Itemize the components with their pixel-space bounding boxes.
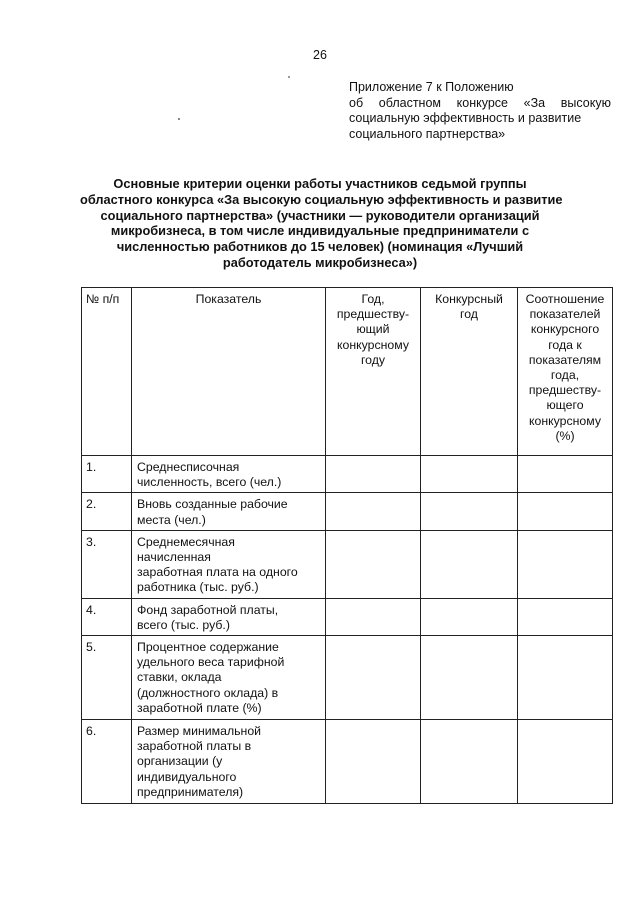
row-indicator: Вновь созданные рабочие места (чел.) [132, 493, 326, 530]
cell-ratio [518, 636, 613, 720]
document-title [80, 176, 563, 271]
row-number: 1. [82, 456, 132, 493]
table-row [82, 456, 613, 493]
cell-ratio [518, 456, 613, 493]
cell-ratio [518, 493, 613, 530]
table-row [82, 530, 613, 598]
appendix-line: социального партнерства» [349, 126, 506, 141]
scan-speck [288, 76, 290, 78]
row-indicator: Процентное содержание удельного веса тарифной ставки, оклада (должностного оклада) в заработной плате (%) [132, 636, 326, 720]
appendix-line: Приложение 7 к Положению [349, 80, 514, 94]
title-line: численностью работников до 15 человек) (номинация «Лучший [116, 239, 524, 255]
appendix-line: социальную эффективность и развитие [349, 111, 582, 125]
cell-prev-year [326, 456, 421, 493]
table-header-row [82, 288, 613, 456]
cell-contest-year [421, 456, 518, 493]
criteria-table [81, 287, 613, 804]
cell-ratio [518, 720, 613, 804]
title-line: работодатель микробизнеса») [222, 254, 418, 270]
row-indicator: Среднесписочная численность, всего (чел.) [132, 456, 326, 493]
header-indicator: Показатель [132, 288, 326, 456]
cell-prev-year [326, 598, 421, 635]
cell-prev-year [326, 493, 421, 530]
row-number: 6. [82, 720, 132, 804]
cell-ratio [518, 530, 613, 598]
page-number: 26 [313, 48, 327, 62]
title-line: микробизнеса, в том числе индивидуальные предприниматели с [110, 223, 530, 239]
row-number: 5. [82, 636, 132, 720]
table-row [82, 493, 613, 530]
row-indicator: Среднемесячная начисленная заработная плата на одного работника (тыс. руб.) [132, 530, 326, 598]
cell-contest-year [421, 598, 518, 635]
cell-prev-year [326, 720, 421, 804]
scan-speck [178, 118, 180, 120]
cell-prev-year [326, 530, 421, 598]
title-line: Основные критерии оценки работы участников седьмой группы [113, 176, 527, 191]
table-row [82, 636, 613, 720]
appendix-line: об областном конкурсе «За высокую [349, 95, 611, 110]
cell-contest-year [421, 493, 518, 530]
cell-contest-year [421, 530, 518, 598]
header-num: № п/п [82, 288, 132, 456]
table-row [82, 720, 613, 804]
row-indicator: Фонд заработной платы, всего (тыс. руб.) [132, 598, 326, 635]
row-number: 2. [82, 493, 132, 530]
cell-contest-year [421, 720, 518, 804]
header-ratio: Соотношение показателей конкурсного года к показателям года, предшеству- ющего конкурсному (%) [518, 288, 613, 456]
table-row [82, 598, 613, 635]
row-number: 4. [82, 598, 132, 635]
cell-ratio [518, 598, 613, 635]
header-prev-year: Год, предшеству- ющий конкурсному году [326, 288, 421, 456]
appendix-note [349, 80, 611, 142]
cell-prev-year [326, 636, 421, 720]
row-indicator: Размер минимальной заработной платы в организации (у индивидуального предпринимателя) [132, 720, 326, 804]
cell-contest-year [421, 636, 518, 720]
row-number: 3. [82, 530, 132, 598]
header-contest-year: Конкурсный год [421, 288, 518, 456]
title-line: областного конкурса «За высокую социальную эффективность и развитие [80, 191, 563, 207]
title-line: социального партнерства» (участники — руководители организаций [100, 207, 540, 223]
